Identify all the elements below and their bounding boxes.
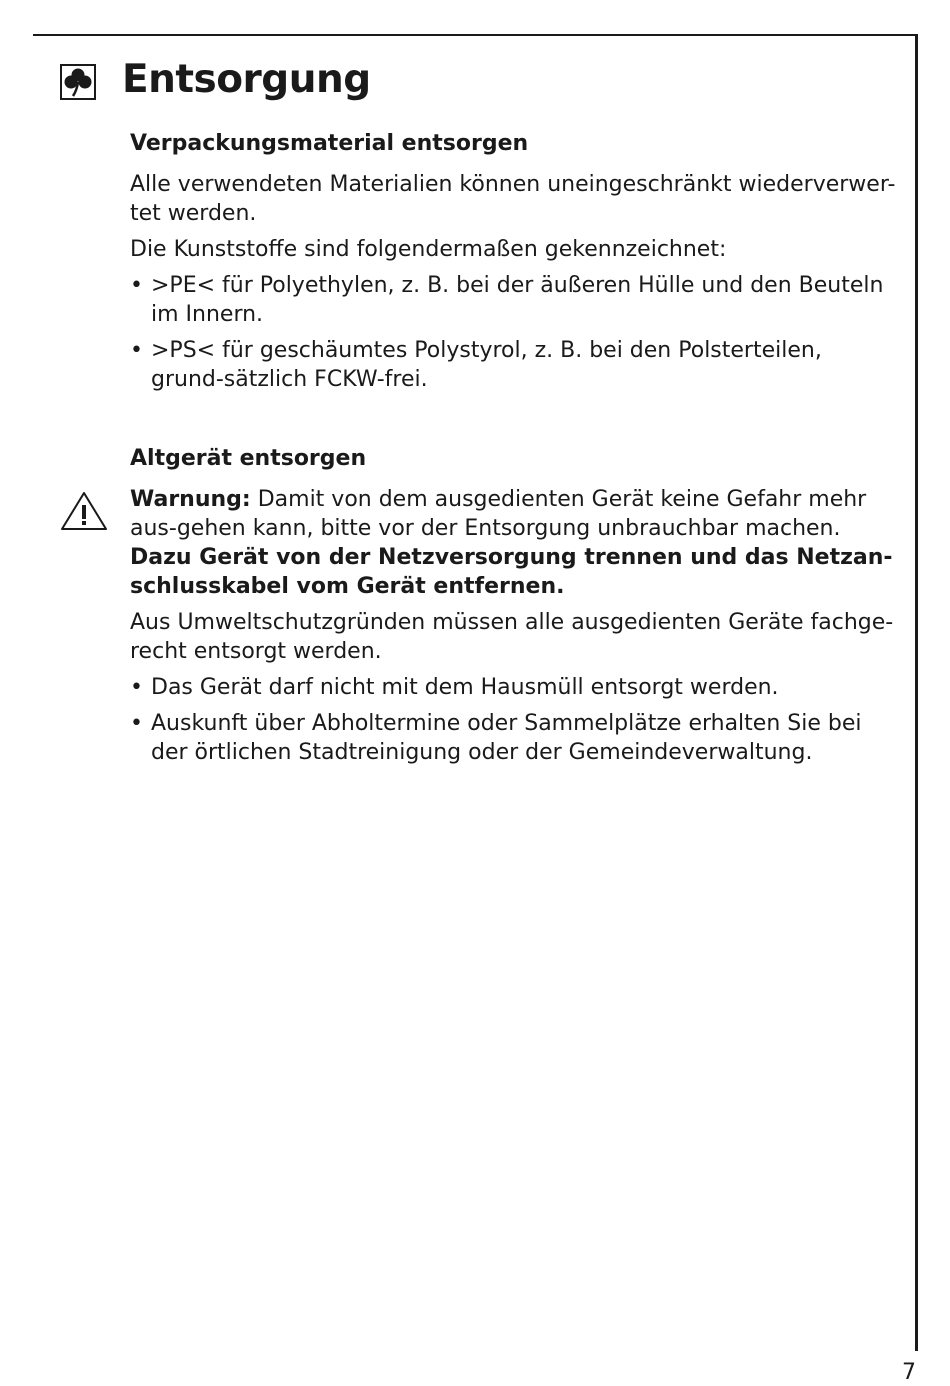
warning-text: Damit von dem ausgedienten Gerät keine Gefahr mehr aus-gehen kann, bitte vor der Entsorgung unbrauchbar machen.: [130, 487, 867, 541]
list-item: [130, 336, 900, 394]
warning-paragraph: [130, 485, 900, 543]
page-number: 7: [902, 1360, 916, 1385]
content-column: [130, 128, 900, 774]
warning-icon: [60, 490, 108, 532]
page-frame-right-rule: [915, 34, 918, 1351]
list-item: [130, 271, 900, 329]
disposal-bullet-list: [130, 673, 900, 767]
list-item: [130, 709, 900, 767]
paragraph-environment: Aus Umweltschutzgründen müssen alle ausgedienten Geräte fachge-recht entsorgt werden.: [130, 610, 894, 664]
list-item-text: >PE< für Polyethylen, z. B. bei der äußeren Hülle und den Beuteln im Innern.: [151, 273, 884, 327]
section-heading-packaging: Verpackungsmaterial entsorgen: [130, 131, 529, 156]
section-heading-old-appliance: Altgerät entsorgen: [130, 446, 367, 471]
section-spacer: [130, 401, 900, 443]
list-item: [130, 673, 900, 702]
list-item-text: Auskunft über Abholtermine oder Sammelplätze erhalten Sie bei der örtlichen Stadtreinigung oder der Gemeindeverwaltung.: [151, 711, 862, 765]
cloverleaf-icon: [60, 64, 96, 100]
bullet-glyph: •: [130, 338, 143, 363]
list-item-text: Das Gerät darf nicht mit dem Hausmüll entsorgt werden.: [151, 675, 779, 700]
page-title: Entsorgung: [122, 57, 371, 102]
warning-instruction: Dazu Gerät von der Netzversorgung trennen und das Netzan-schlusskabel vom Gerät entfernen.: [130, 545, 893, 599]
bullet-glyph: •: [130, 711, 143, 736]
list-item-text: >PS< für geschäumtes Polystyrol, z. B. bei den Polsterteilen, grund-sätzlich FCKW-frei.: [151, 338, 822, 392]
bullet-glyph: •: [130, 273, 143, 298]
bullet-glyph: •: [130, 675, 143, 700]
paragraph-plastics: Die Kunststoffe sind folgendermaßen gekennzeichnet:: [130, 237, 727, 262]
plastics-bullet-list: [130, 271, 900, 394]
paragraph-materials: Alle verwendeten Materialien können uneingeschränkt wiederverwer-tet werden.: [130, 172, 896, 226]
page-frame-top-rule: [33, 34, 918, 36]
warning-label: Warnung:: [130, 487, 251, 512]
